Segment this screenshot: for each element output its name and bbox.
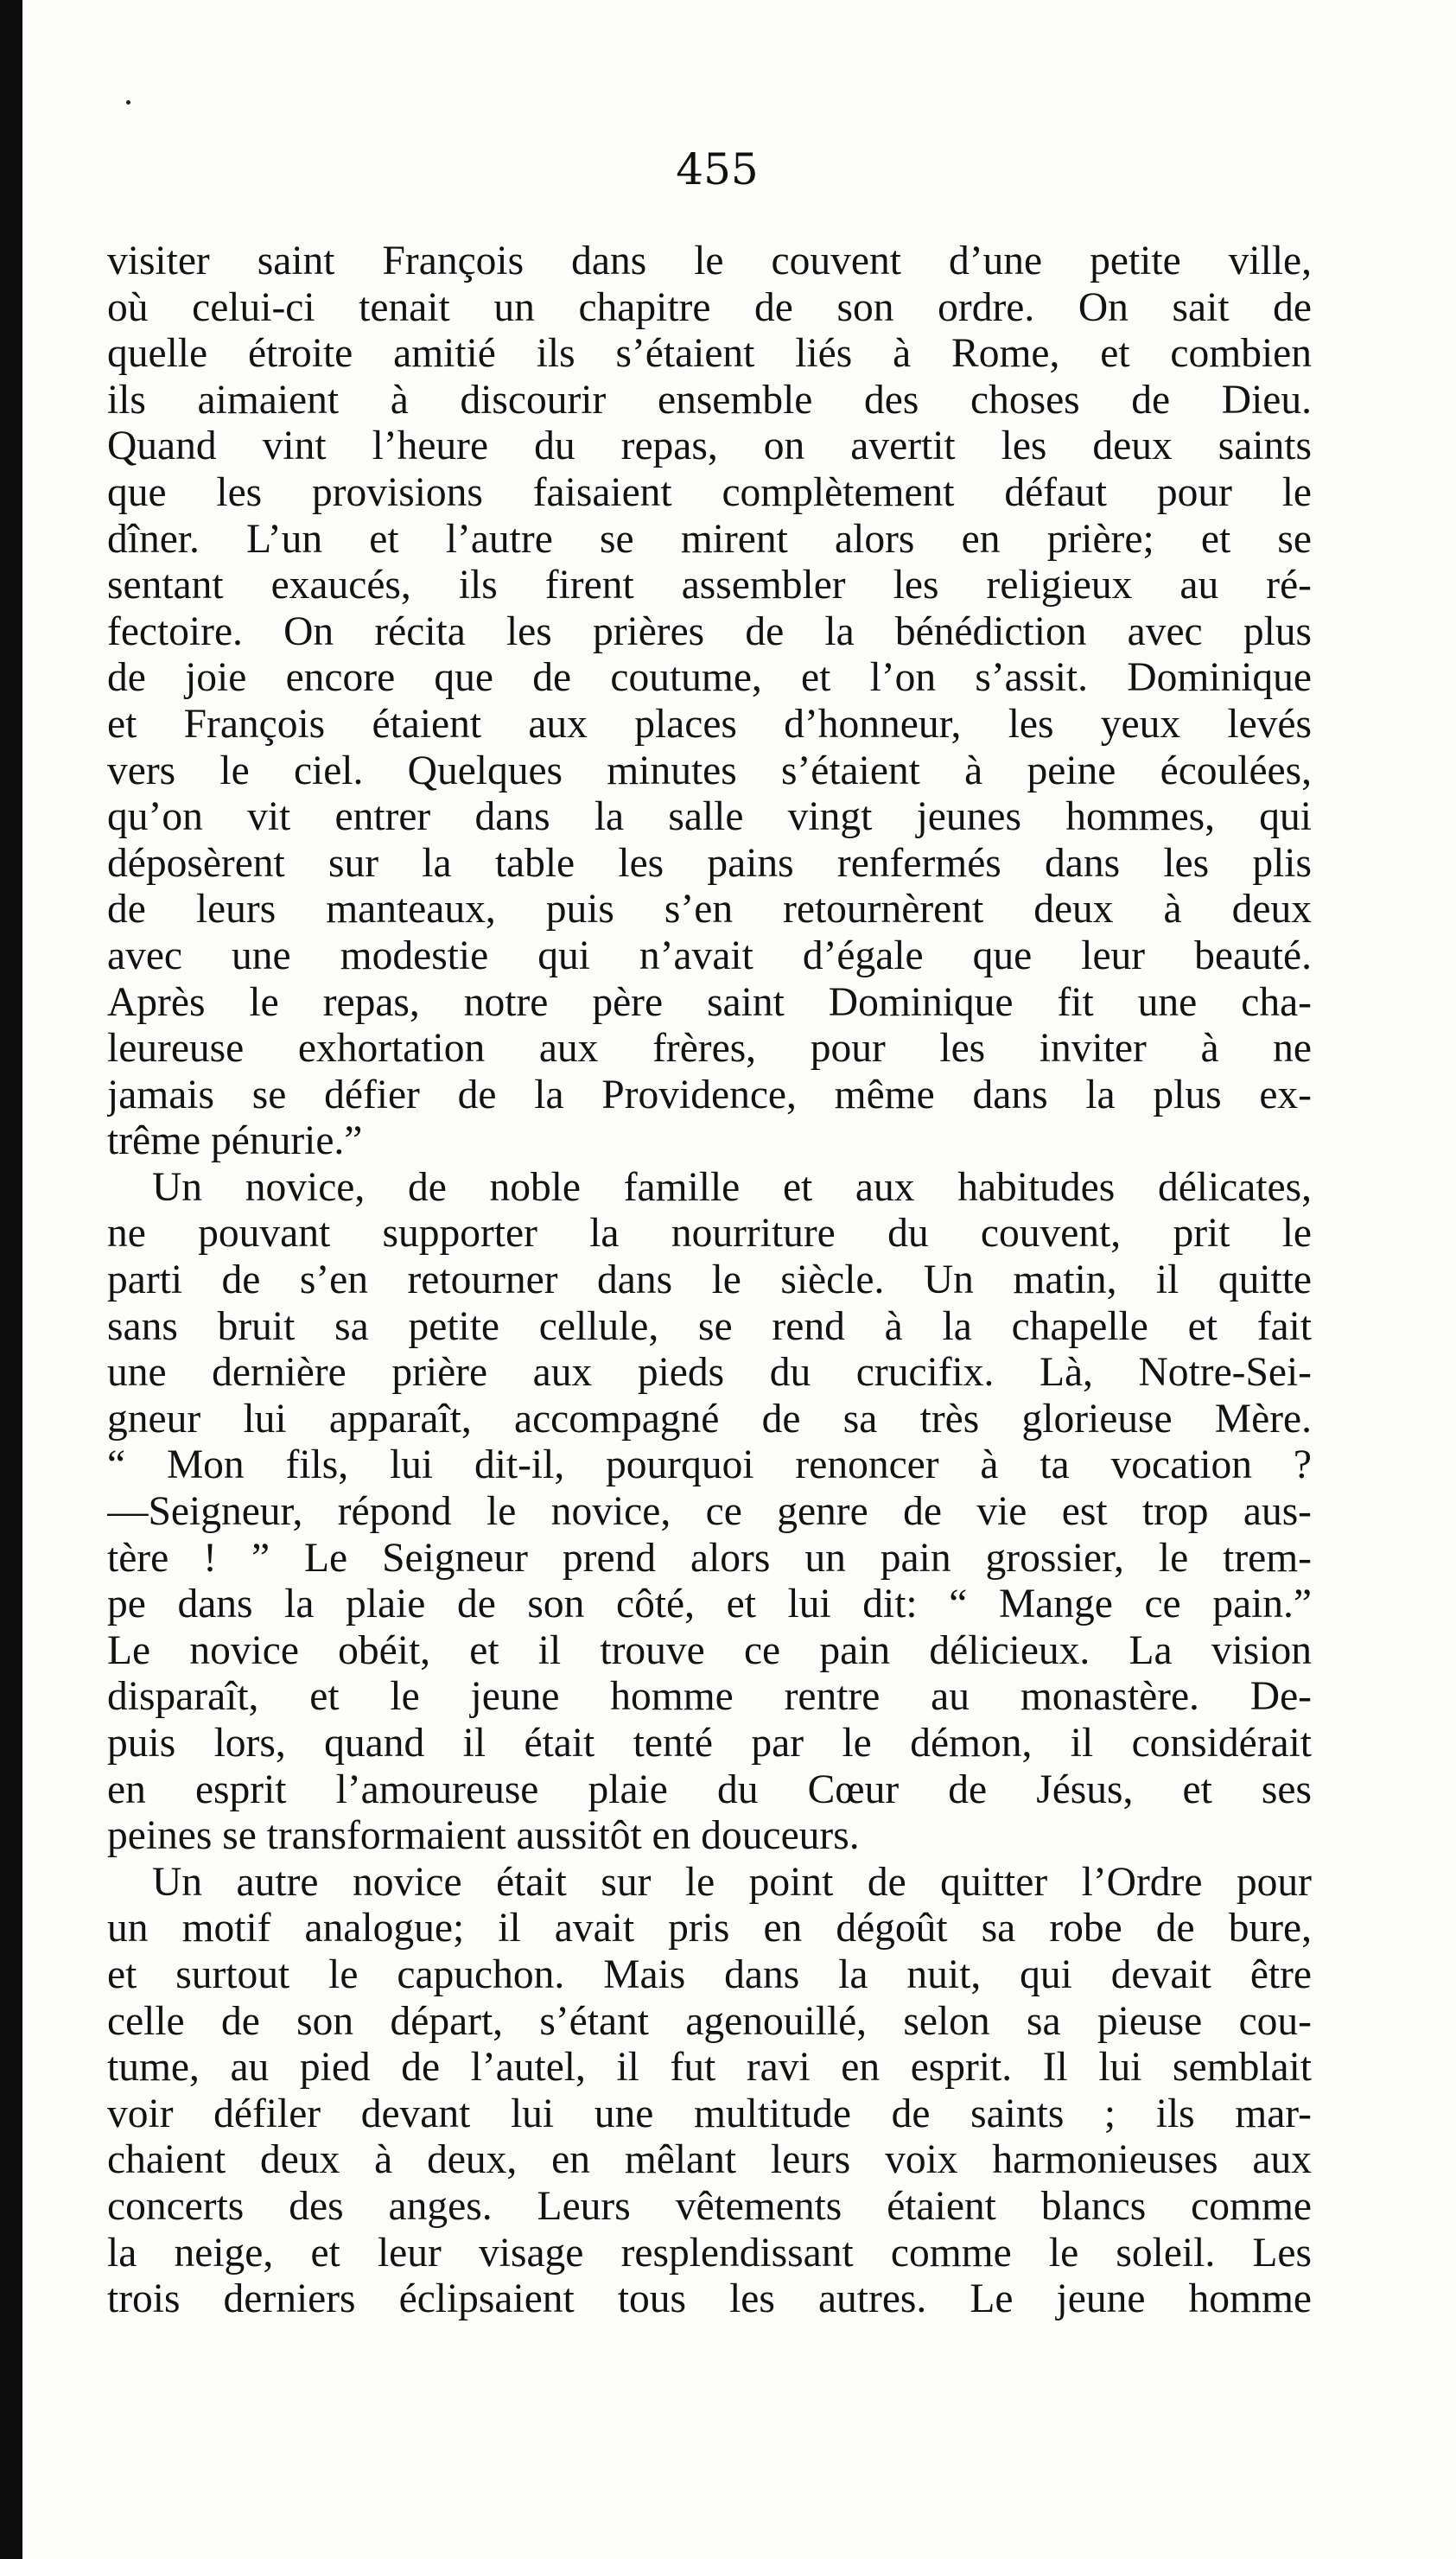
text-line: vers le ciel. Quelques minutes s’étaient à peine écoulées,: [107, 748, 1312, 793]
text-line: et surtout le capuchon. Mais dans la nuit, qui devait être: [107, 1951, 1312, 1997]
text-line: leureuse exhortation aux frères, pour les inviter à ne: [107, 1026, 1312, 1072]
text-line: chaient deux à deux, en mêlant leurs voix harmonieuses aux: [107, 2137, 1312, 2183]
text-line: un motif analogue; il avait pris en dégoût sa robe de bure,: [107, 1906, 1312, 1951]
scan-edge-shadow: [0, 0, 22, 2559]
text-line: peines se transformaient aussitôt en douceurs.: [107, 1813, 860, 1859]
text-line: avec une modestie qui n’avait d’égale que leur beauté.: [107, 933, 1312, 978]
text-line: une dernière prière aux pieds du crucifix. Là, Notre-Sei-: [107, 1350, 1312, 1396]
text-line: trois derniers éclipsaient tous les autres. Le jeune homme: [107, 2276, 1312, 2322]
text-line: parti de s’en retourner dans le siècle. Un matin, il quitte: [107, 1257, 1312, 1303]
text-line: voir défiler devant lui une multitude de saints ; ils mar-: [107, 2091, 1312, 2136]
text-line: quelle étroite amitié ils s’étaient liés à Rome, et combien: [107, 331, 1312, 377]
text-line: Le novice obéit, et il trouve ce pain délicieux. La vision: [107, 1627, 1312, 1673]
text-line: de joie encore que de coutume, et l’on s’assit. Dominique: [107, 655, 1312, 701]
text-line: tère ! ” Le Seigneur prend alors un pain grossier, le trem-: [107, 1535, 1312, 1581]
text-line: ils aimaient à discourir ensemble des choses de Dieu.: [107, 377, 1312, 423]
page-number: 455: [676, 144, 759, 194]
text-line: la neige, et leur visage resplendissant comme le soleil. Les: [107, 2230, 1312, 2276]
text-line: ne pouvant supporter la nourriture du couvent, prit le: [107, 1211, 1312, 1257]
text-line: et François étaient aux places d’honneur, les yeux levés: [107, 701, 1312, 747]
text-line: concerts des anges. Leurs vêtements étaient blancs comme: [107, 2183, 1312, 2229]
text-line: qu’on vit entrer dans la salle vingt jeunes hommes, qui: [107, 794, 1312, 840]
text-line: en esprit l’amoureuse plaie du Cœur de Jésus, et ses: [107, 1766, 1312, 1812]
text-line: où celui-ci tenait un chapitre de son ordre. On sait de: [107, 284, 1312, 330]
text-line: trême pénurie.”: [107, 1118, 363, 1164]
text-line: celle de son départ, s’étant agenouillé, selon sa pieuse cou-: [107, 1998, 1312, 2044]
ink-speck: [126, 100, 130, 105]
text-line: gneur lui apparaît, accompagné de sa très glorieuse Mère.: [107, 1396, 1312, 1442]
text-line: disparaît, et le jeune homme rentre au monastère. De-: [107, 1674, 1312, 1720]
text-line: Un autre novice était sur le point de quitter l’Ordre pour: [152, 1859, 1312, 1905]
text-line: de leurs manteaux, puis s’en retournèrent deux à deux: [107, 887, 1312, 933]
text-line: sans bruit sa petite cellule, se rend à la chapelle et fait: [107, 1303, 1312, 1349]
text-line: Quand vint l’heure du repas, on avertit les deux saints: [107, 423, 1312, 469]
text-line: tume, au pied de l’autel, il fut ravi en esprit. Il lui semblait: [107, 2045, 1312, 2091]
text-line: dîner. L’un et l’autre se mirent alors en prière; et se: [107, 516, 1312, 562]
text-line: pe dans la plaie de son côté, et lui dit: “ Mange ce pain.”: [107, 1582, 1312, 1627]
text-line: sentant exaucés, ils firent assembler les religieux au ré-: [107, 563, 1312, 608]
text-line: visiter saint François dans le couvent d’une petite ville,: [107, 239, 1312, 283]
text-line: que les provisions faisaient complètement défaut pour le: [107, 469, 1312, 515]
text-line: “ Mon fils, lui dit-il, pourquoi renoncer à ta vocation ?: [107, 1442, 1312, 1488]
body-text: [107, 239, 1312, 2323]
text-line: Après le repas, notre père saint Dominique fit une cha-: [107, 979, 1312, 1025]
text-line: puis lors, quand il était tenté par le démon, il considérait: [107, 1721, 1312, 1766]
text-line: jamais se défier de la Providence, même dans la plus ex-: [107, 1072, 1312, 1117]
text-line: fectoire. On récita les prières de la bénédiction avec plus: [107, 608, 1312, 654]
text-line: déposèrent sur la table les pains renfermés dans les plis: [107, 840, 1312, 886]
text-line: —Seigneur, répond le novice, ce genre de vie est trop aus-: [107, 1489, 1312, 1535]
text-line: Un novice, de noble famille et aux habitudes délicates,: [152, 1164, 1312, 1210]
